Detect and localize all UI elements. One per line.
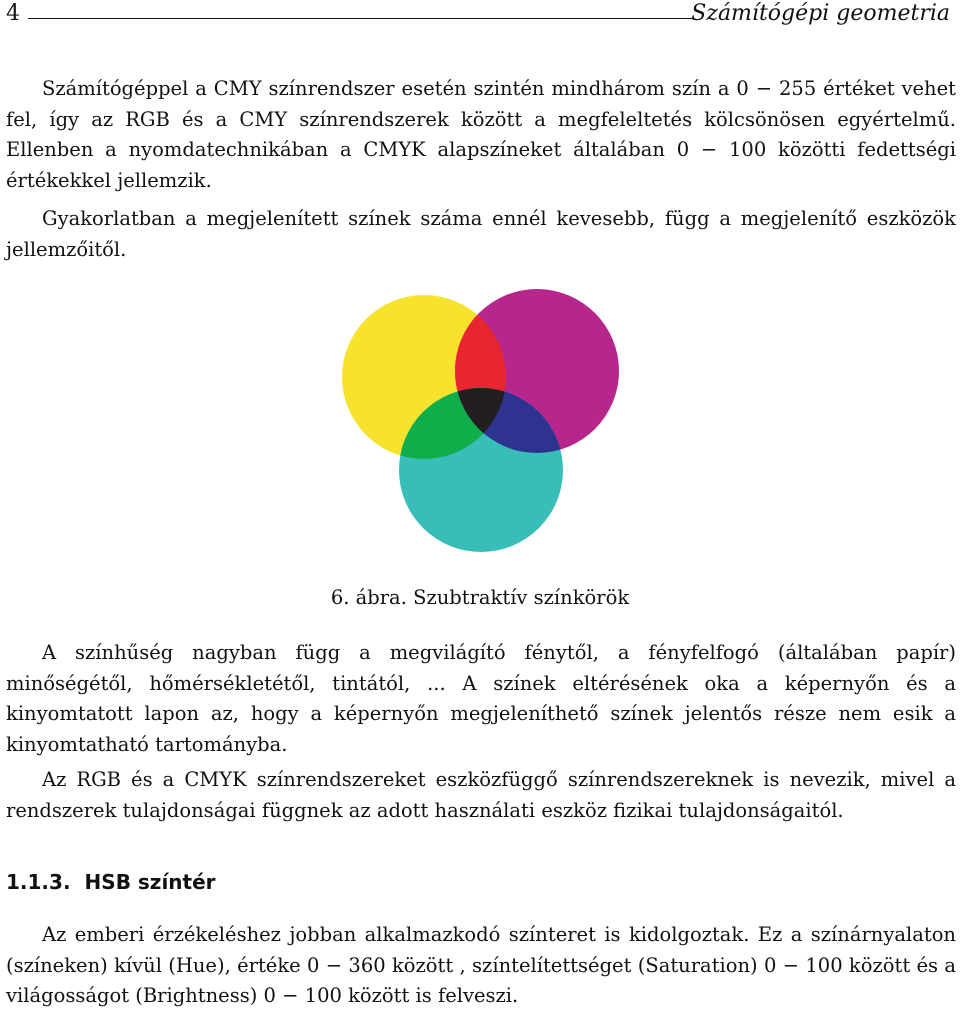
paragraph-practice: Gyakorlatban a megjelenített színek száma ennél kevesebb, függ a megjelenítő eszközök jellemzőitől. <box>6 207 956 261</box>
section-number: 1.1.3. <box>6 870 71 894</box>
header-rule <box>28 18 692 19</box>
section-heading <box>6 867 216 897</box>
subtractive-color-circles-figure <box>330 282 630 562</box>
paragraph-device-dependent: Az RGB és a CMYK színrendszereket eszközfüggő színrendszereknek is nevezik, mivel a rendszerek tulajdonságai függnek az adott használati eszköz fizikai tulajdonságaitól. <box>6 768 956 822</box>
paragraph-cmy: Számítógéppel a CMY színrendszer esetén szintén mindhárom szín a 0 − 255 értéket vehet fel, így az RGB és a CMY színrendszerek között a megfeleltetés kölcsönösen egyértelmű. Ellenben a nyomdatechnikában a CMYK alapszíneket általában 0 − 100 közötti fedettségi értékekkel jellemzik. <box>6 77 956 192</box>
running-title: Számítógépi geometria <box>691 1 950 26</box>
figure-caption: 6. ábra. Szubtraktív színkörök <box>330 586 630 609</box>
color-circles-diagram <box>330 282 630 562</box>
paragraph-hsb: Az emberi érzékeléshez jobban alkalmazkodó színteret is kidolgoztak. Ez a színárnyalaton (színeken) kívül (Hue), értéke 0 − 360 között , színtelítettséget (Saturation) 0 − 100 között és a világosságot (Brightness) 0 − 100 között is felveszi. <box>6 923 956 1007</box>
section-title: HSB színtér <box>84 870 216 894</box>
paragraph-fidelity: A színhűség nagyban függ a megvilágító fénytől, a fényfelfogó (általában papír) minőségétől, hőmérsékletétől, tintától, ... A színek eltérésének oka a képernyőn és a kinyomtatott lapon az, hogy a képernyőn megjeleníthető színek jelentős része nem esik a kinyomtatható tartományba. <box>6 641 956 756</box>
page-header <box>6 0 950 30</box>
page-number: 4 <box>6 1 20 26</box>
